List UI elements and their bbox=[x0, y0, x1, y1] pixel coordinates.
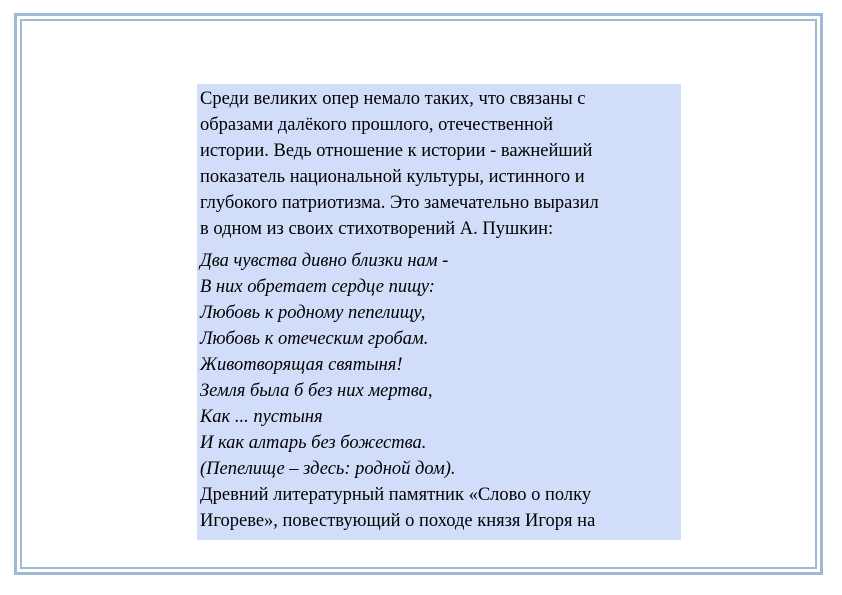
poem-line: Два чувства дивно близки нам - bbox=[200, 251, 449, 271]
poem-line: Как ... пустыня bbox=[200, 407, 323, 427]
intro-line: образами далёкого прошлого, отечественной bbox=[200, 115, 554, 135]
intro-line: Среди великих опер немало таких, что связаны с bbox=[200, 89, 586, 109]
intro-line: истории. Ведь отношение к истории - важнейший bbox=[200, 141, 593, 161]
poem-line: Животворящая святыня! bbox=[200, 355, 403, 375]
poem-line: Земля была б без них мертва, bbox=[200, 381, 433, 401]
poem-line: (Пепелище – здесь: родной дом). bbox=[200, 459, 456, 479]
ending-paragraph bbox=[200, 482, 681, 534]
ending-line: Игореве», повествующий о походе князя Игоря на bbox=[200, 511, 596, 531]
poem-line: Любовь к отеческим гробам. bbox=[200, 329, 429, 349]
intro-line: в одном из своих стихотворений А. Пушкин: bbox=[200, 219, 554, 239]
poem-line: И как алтарь без божества. bbox=[200, 433, 427, 453]
poem-line: Любовь к родному пепелищу, bbox=[200, 303, 426, 323]
text-block bbox=[197, 84, 681, 540]
poem-quote bbox=[200, 248, 681, 482]
intro-line: показатель национальной культуры, истинного и bbox=[200, 167, 585, 187]
intro-line: глубокого патриотизма. Это замечательно выразил bbox=[200, 193, 599, 213]
poem-line: В них обретает сердце пищу: bbox=[200, 277, 435, 297]
intro-paragraph bbox=[200, 86, 681, 242]
ending-line: Древний литературный памятник «Слово о полку bbox=[200, 485, 592, 505]
